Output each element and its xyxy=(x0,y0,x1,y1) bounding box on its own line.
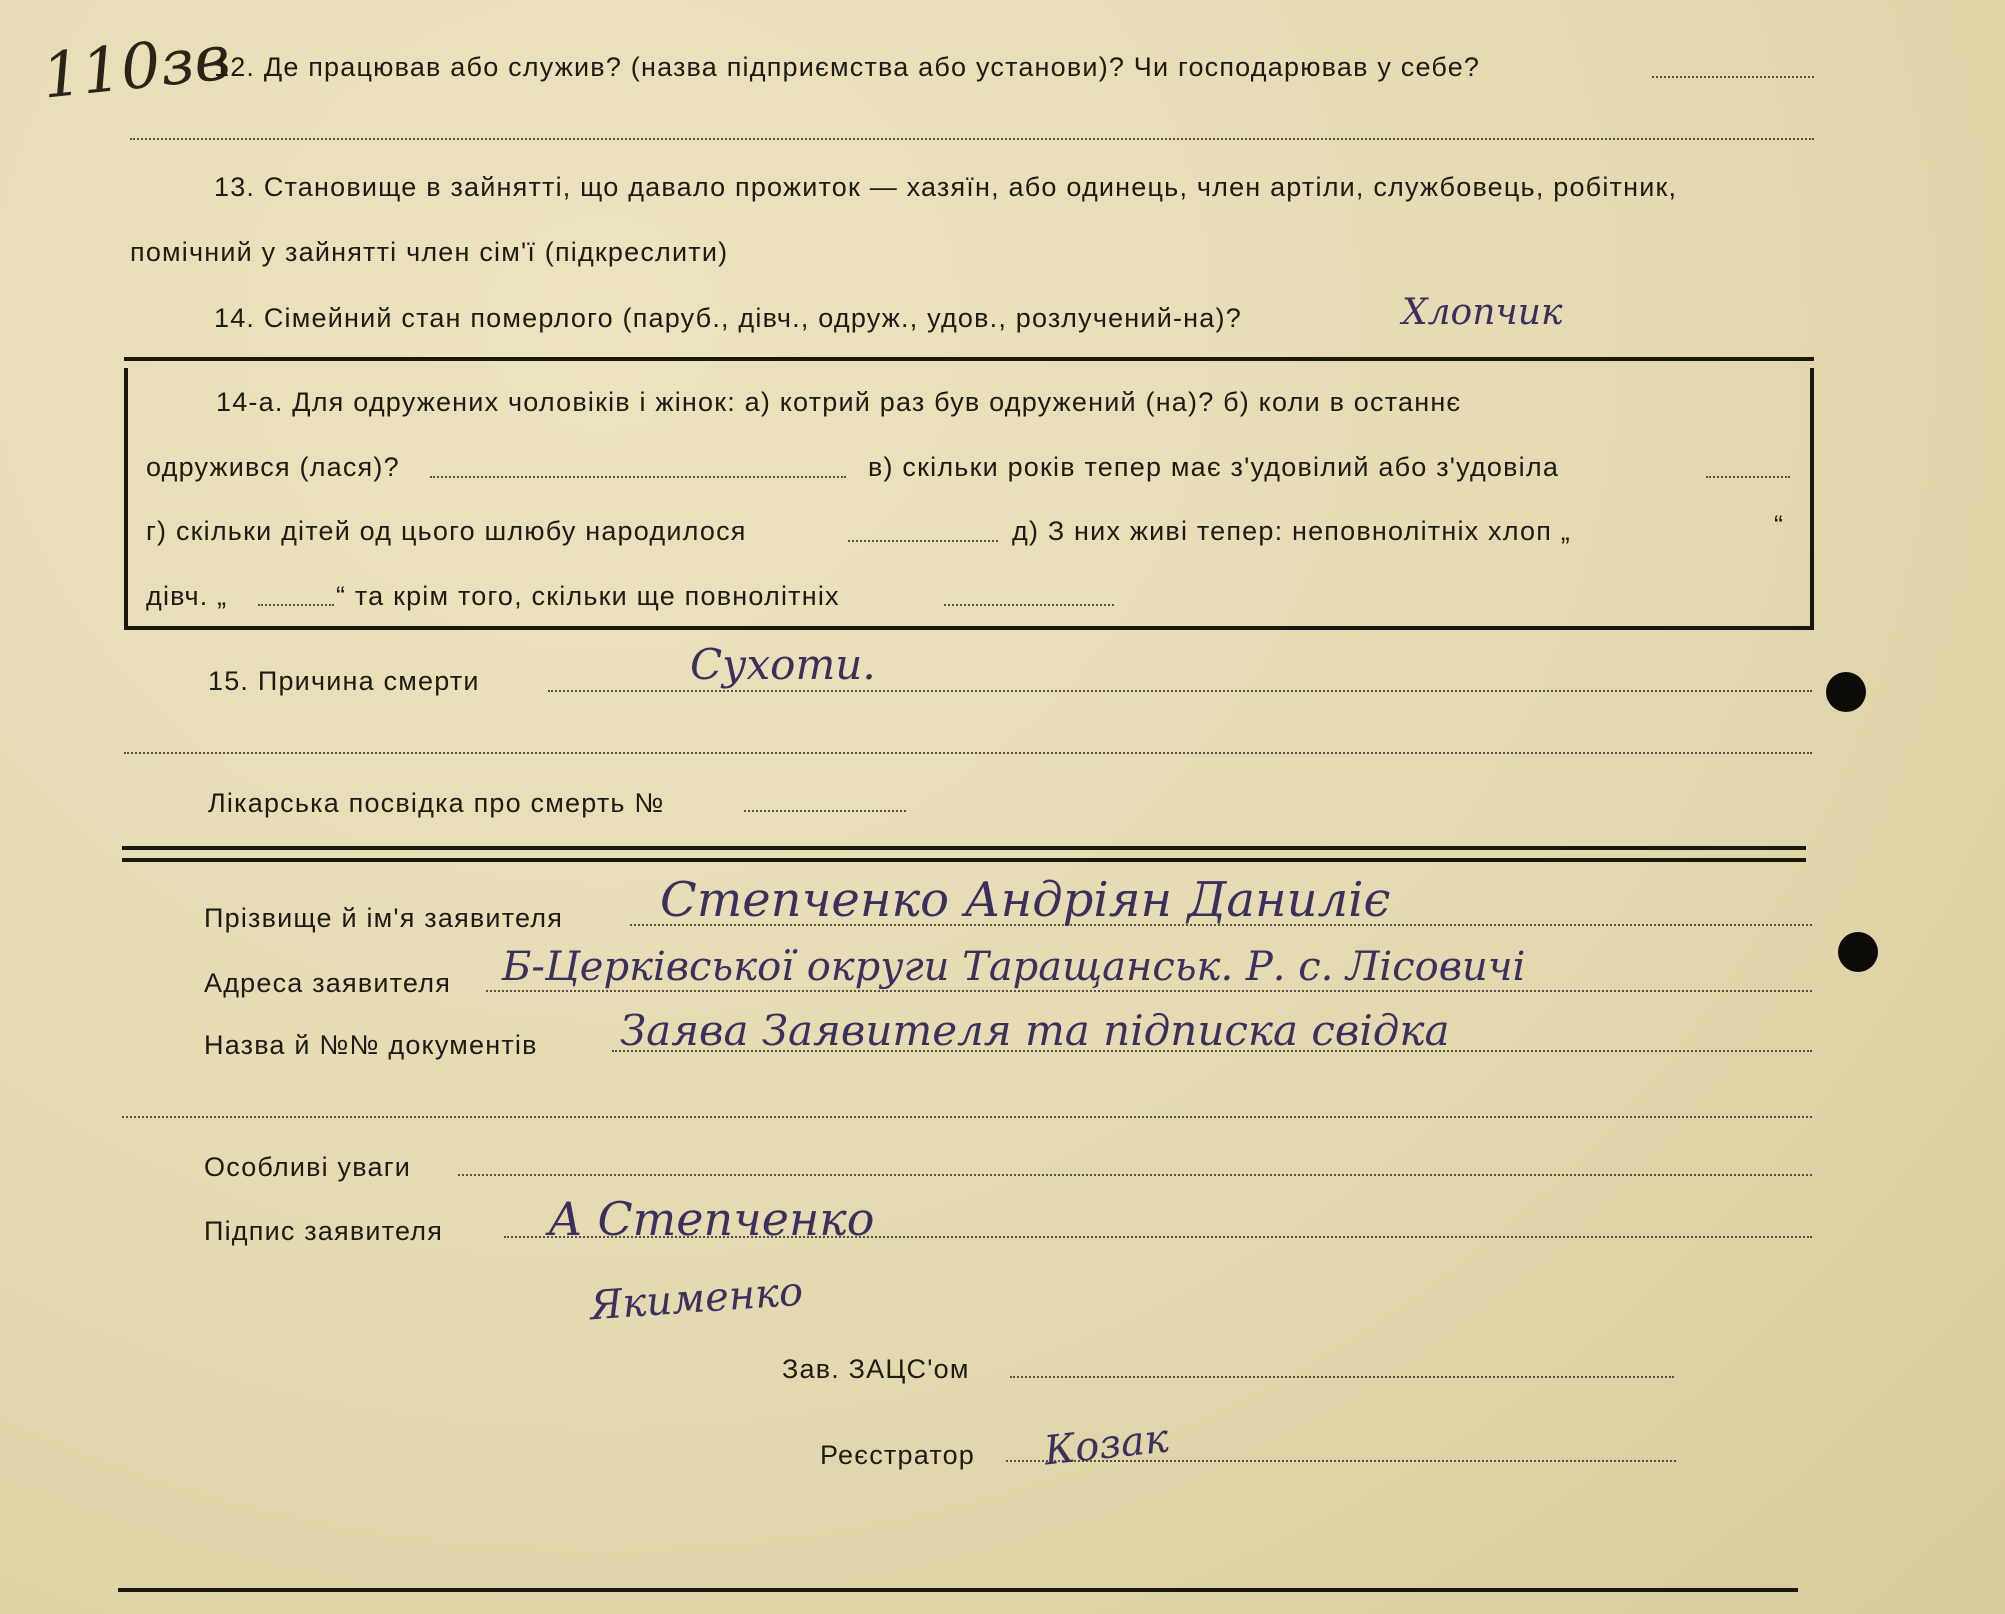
q15-answer: Сухоти. xyxy=(690,640,876,689)
q15-label: 15. Причина смерти xyxy=(208,666,480,696)
signature-value: А Степченко xyxy=(548,1192,875,1246)
notes-dots xyxy=(458,1174,1812,1176)
signature-label: Підпис заявителя xyxy=(204,1216,444,1246)
binding-hole-top xyxy=(1826,672,1866,712)
q14a-line3b: д) З них живі тепер: неповнолітніх хлоп „ xyxy=(1012,516,1571,546)
q14a-line4b: “ та крім того, скільки ще повнолітніх xyxy=(336,581,840,611)
q12-dotted-line xyxy=(1652,76,1814,78)
applicant-docs-label: Назва й №№ документів xyxy=(204,1030,538,1060)
registrar-label: Реєстратор xyxy=(820,1440,976,1470)
q14a-line2b: в) скільки років тепер має з'удовілий або з'удовіла xyxy=(868,452,1560,482)
applicant-address-value: Б-Церківської округи Таращанськ. Р. с. Лісовичі xyxy=(502,944,1526,990)
q14-answer: Хлопчик xyxy=(1402,292,1563,333)
applicant-docs-dots-2 xyxy=(122,1116,1812,1118)
q14a-line4-dots-2 xyxy=(944,604,1114,606)
head-dots xyxy=(1010,1376,1674,1378)
q14a-line3a: г) скільки дітей од цього шлюбу народилося xyxy=(146,516,747,546)
folio-number: 110зв xyxy=(38,20,234,113)
q14-text: 14. Сімейний стан померлого (паруб., дівч., одруж., удов., розлучений-на)? xyxy=(214,303,1242,333)
medical-dotted-line xyxy=(744,810,906,812)
q14a-line3-dots xyxy=(848,540,998,542)
box-top-rule xyxy=(124,357,1814,361)
q13-line2: помічний у зайнятті член сім'ї (підкреслити) xyxy=(130,237,729,267)
applicant-docs-value: Заява Заявителя та підписка свідка xyxy=(620,1006,1450,1055)
q14a-line2-dots xyxy=(430,476,846,478)
q14a-line1: 14-а. Для одружених чоловіків і жінок: а) котрий раз був одружений (на)? б) коли в останнє xyxy=(216,387,1462,417)
double-rule-bottom xyxy=(122,858,1806,862)
applicant-address-dots xyxy=(486,990,1812,992)
head-label: Зав. ЗАЦС'ом xyxy=(782,1354,970,1384)
binding-hole-bottom xyxy=(1838,932,1878,972)
q12-text: 12. Де працював або служив? (назва підприємства або установи)? Чи господарював у себе? xyxy=(214,52,1481,82)
registrar-signature: Козак xyxy=(1041,1415,1171,1475)
q12-dotted-line-2 xyxy=(130,138,1814,140)
applicant-address-label: Адреса заявителя xyxy=(204,968,452,998)
notes-label: Особливі уваги xyxy=(204,1152,412,1182)
q14a-line3c: “ xyxy=(1774,510,1785,540)
applicant-name-label: Прізвище й ім'я заявителя xyxy=(204,903,564,933)
q14a-line4-dots xyxy=(258,604,334,606)
signature-note: Якименко xyxy=(588,1268,805,1330)
q14a-line2-dots-2 xyxy=(1706,476,1790,478)
bottom-rule xyxy=(118,1588,1798,1592)
q15-dotted-line-2 xyxy=(124,752,1812,754)
applicant-name-value: Степченко Андріян Даниліє xyxy=(660,872,1391,928)
q14a-line4a: дівч. „ xyxy=(146,581,228,611)
q13-line1: 13. Становище в зайнятті, що давало прожиток — хазяїн, або одинець, член артіли, службовець, робітник, xyxy=(214,172,1678,202)
q15-dotted-line xyxy=(548,690,1812,692)
q14a-line2a: одружився (лася)? xyxy=(146,452,400,482)
medical-label: Лікарська посвідка про смерть № xyxy=(208,788,665,818)
double-rule-top xyxy=(122,846,1806,850)
